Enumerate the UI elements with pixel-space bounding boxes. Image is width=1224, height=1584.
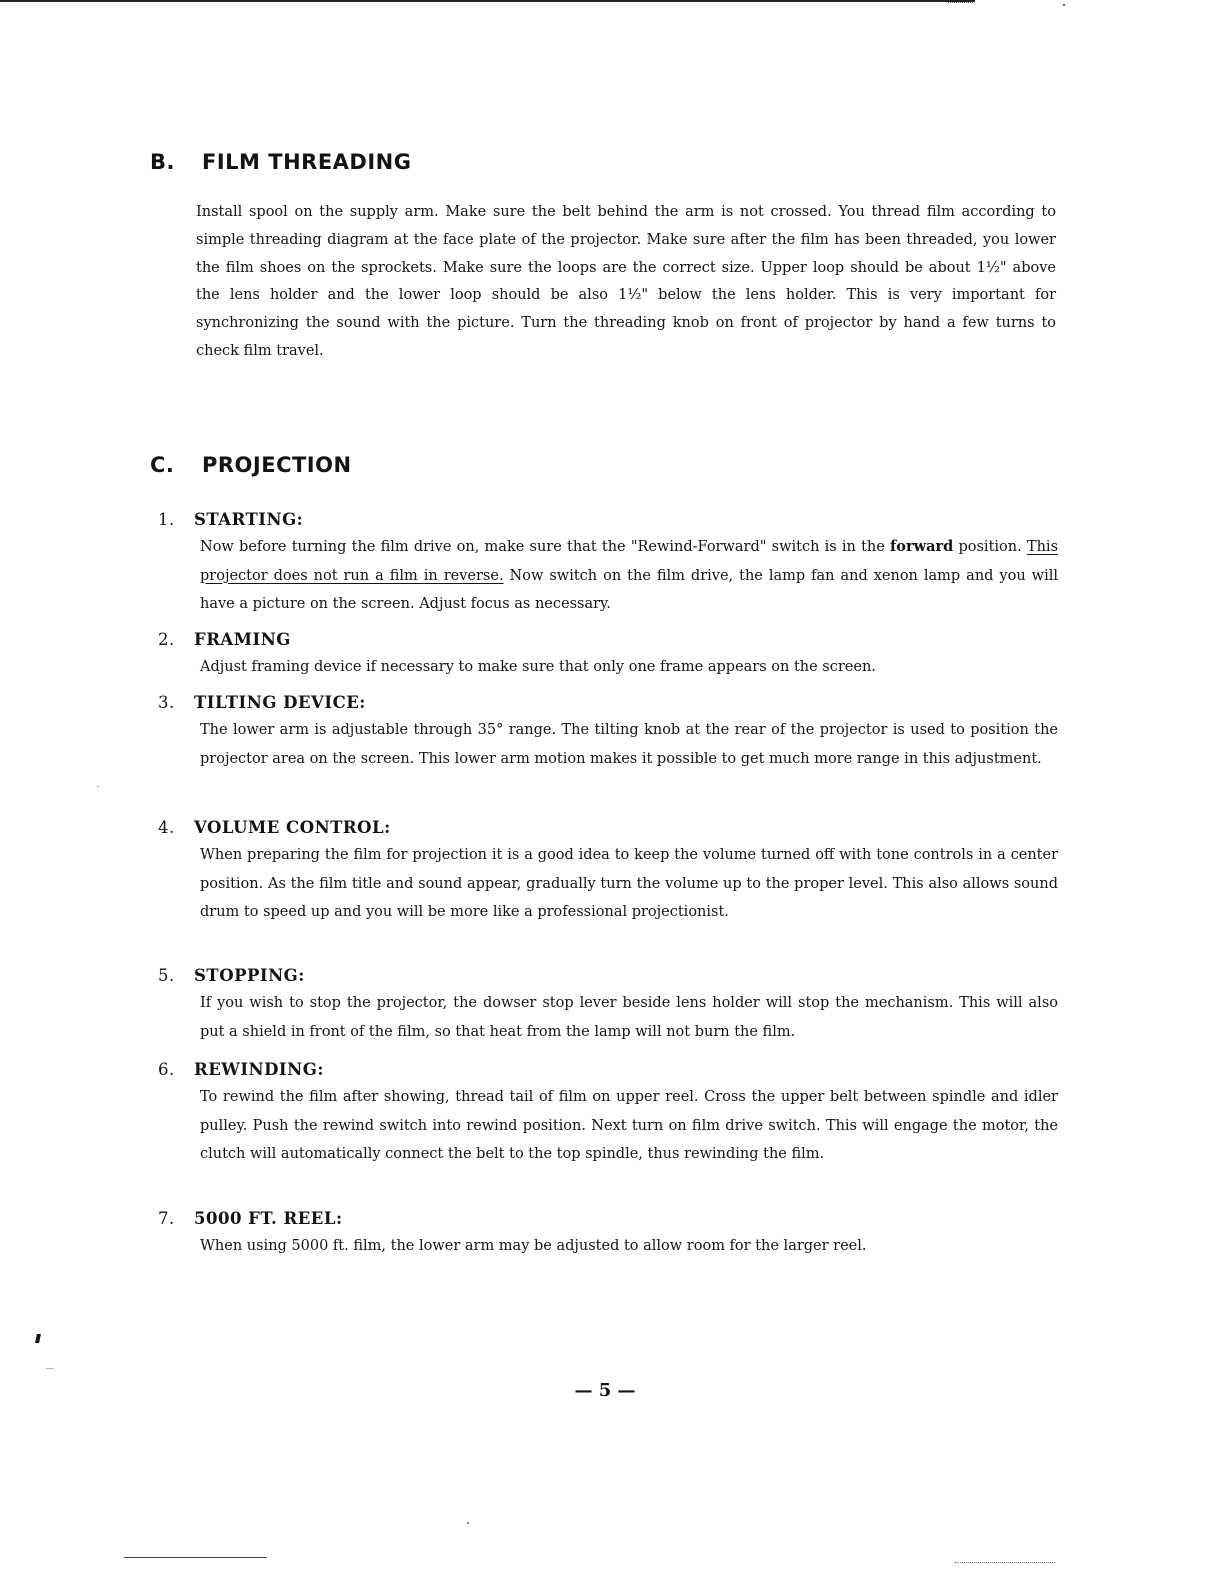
item-volume-text: When preparing the film for projection it is a good idea to keep the volume turned off with tone controls in a center position. As the film title and sound appear, gradually turn the volume up to the proper level. This also allows sound drum to speed up and you will be more like a professional projectionist. — [200, 847, 1058, 920]
item-framing-heading — [158, 630, 1058, 649]
item-tilting-device — [158, 693, 1058, 773]
top-speck — [1063, 4, 1065, 6]
scan-speck-bottom — [467, 1522, 469, 1524]
section-c-letter: C. — [150, 453, 175, 477]
page-number: — 5 — — [574, 1380, 636, 1401]
item-volume-heading — [158, 818, 1058, 837]
top-dotted-mark — [948, 2, 973, 3]
item-framing — [158, 630, 1058, 682]
film-threading-paragraph: Install spool on the supply arm. Make sure the belt behind the arm is not crossed. You thread film according to simple threading diagram at the face plate of the projector. Make sure after the film has been threaded, you lower the film shoes on the sprockets. Make sure the loops are the correct size. Upper loop should be about 1½" above the lens holder and the lower loop should be also 1½" below the lens holder. This is very important for synchronizing the sound with the picture. Turn the threading knob on front of projector by hand a few turns to check film travel. — [196, 204, 1056, 359]
item-framing-text: Adjust framing device if necessary to make sure that only one frame appears on the screen. — [200, 659, 876, 675]
item-starting-heading — [158, 510, 1058, 529]
item-stopping-number: 5. — [158, 966, 175, 985]
item-stopping-text: If you wish to stop the projector, the dowser stop lever beside lens holder will stop the mechanism. This will also put a shield in front of the film, so that heat from the lamp will not burn the film. — [200, 995, 1058, 1040]
section-b-title: FILM THREADING — [202, 150, 412, 174]
item-starting-text — [200, 533, 1058, 619]
item-volume-control — [158, 818, 1058, 927]
item-rewinding — [158, 1060, 1058, 1169]
section-c-title: PROJECTION — [202, 453, 352, 477]
margin-dash-mark — [46, 1368, 54, 1369]
section-b-heading — [150, 150, 411, 174]
item-tilting-number: 3. — [158, 693, 175, 712]
item-tilting-heading — [158, 693, 1058, 712]
bottom-left-rule — [124, 1557, 267, 1558]
item-reel-text: When using 5000 ft. film, the lower arm may be adjusted to allow room for the larger reel. — [200, 1238, 867, 1254]
item-rewinding-title: REWINDING: — [194, 1060, 324, 1079]
section-c-heading — [150, 453, 352, 477]
item-tilting-text: The lower arm is adjustable through 35° range. The tilting knob at the rear of the projector is used to position the projector area on the screen. This lower arm motion makes it possible to get much more range in this adjustment. — [200, 722, 1058, 767]
item-stopping — [158, 966, 1058, 1046]
item-starting-number: 1. — [158, 510, 175, 529]
starting-text-part-2: position. — [953, 539, 1027, 555]
starting-text-part-3: Now switch on the film drive, the lamp fan and xenon lamp and you will have a picture on the screen. Adjust focus as necessary. — [200, 567, 1058, 612]
item-reel-title: 5000 FT. REEL: — [194, 1209, 343, 1228]
section-b-letter: B. — [150, 150, 175, 174]
item-rewinding-text: To rewind the film after showing, thread tail of film on upper reel. Cross the upper belt between spindle and idler pulley. Push the rewind switch into rewind position. Next turn on film drive switch. This will engage the motor, the clutch will automatically connect the belt to the top spindle, thus rewinding the film. — [200, 1089, 1058, 1162]
item-reel-number: 7. — [158, 1209, 175, 1228]
reverse-warning: This projector does not run a film in reverse. — [200, 539, 1059, 584]
item-stopping-heading — [158, 966, 1058, 985]
item-rewinding-number: 6. — [158, 1060, 175, 1079]
item-tilting-title: TILTING DEVICE: — [194, 693, 366, 712]
bottom-right-dotted-rule — [955, 1562, 1055, 1563]
item-rewinding-heading — [158, 1060, 1058, 1079]
starting-text-part-1: Now before turning the film drive on, make sure that the "Rewind-Forward" switch is in the — [200, 539, 891, 555]
top-border-line — [0, 0, 975, 2]
item-starting-title: STARTING: — [194, 510, 304, 529]
item-stopping-title: STOPPING: — [194, 966, 305, 985]
item-framing-title: FRAMING — [194, 630, 291, 649]
item-framing-number: 2. — [158, 630, 175, 649]
item-starting — [158, 510, 1058, 619]
item-volume-title: VOLUME CONTROL: — [194, 818, 391, 837]
scan-speck-left — [97, 786, 99, 787]
item-reel-heading — [158, 1209, 1058, 1228]
forward-emphasis: forward — [890, 538, 954, 555]
margin-ink-mark — [35, 1334, 41, 1343]
item-volume-number: 4. — [158, 818, 175, 837]
item-5000-ft-reel — [158, 1209, 1058, 1261]
